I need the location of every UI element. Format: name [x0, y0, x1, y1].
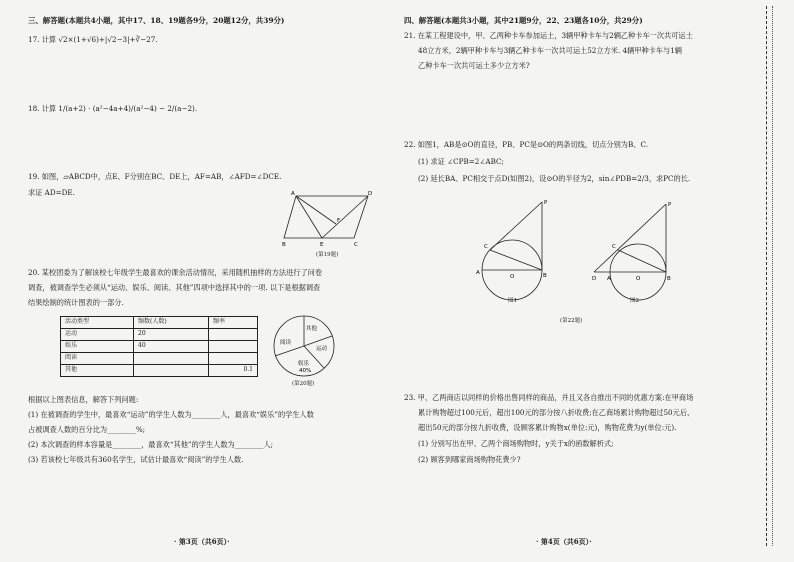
- fig22-caption: (第22题): [560, 318, 583, 324]
- question-22-line1: 22. 如图1，AB是⊙O的直径，PB、PC是⊙O的两条切线，切点分别为B、C.: [404, 140, 648, 149]
- table-cell: 其他: [61, 365, 134, 377]
- frequency-table: [60, 316, 258, 377]
- table-header: 频率: [209, 317, 258, 329]
- table-cell: [209, 353, 258, 365]
- fig1-caption: 图1: [508, 298, 517, 304]
- fig2-label-o: O: [636, 276, 641, 282]
- question-23-line1: 23. 甲、乙两商店以同样的价格出售同样的商品，并且又各自推出不同的优惠方案:在甲商场: [404, 393, 694, 402]
- table-row: [61, 329, 258, 341]
- question-19-line1: 19. 如图，▱ABCD中，点E、F分别在BC、DE上，AF=AB，∠AFD=∠DCE.: [28, 172, 282, 181]
- question-20-sub1b: 占被调查人数的百分比为________%;: [28, 425, 146, 434]
- fig2-label-p: P: [668, 202, 672, 208]
- binding-edge: [766, 6, 781, 546]
- question-17: 17. 计算 √2×(1+√6)+|√2−3|+∛−27.: [28, 35, 158, 44]
- table-cell: 娱乐: [61, 341, 134, 353]
- fig2-label-c: C: [612, 244, 616, 250]
- table-row: [61, 341, 258, 353]
- fig20-caption: (第20题): [292, 381, 315, 387]
- table-cell: 0.1: [209, 365, 258, 377]
- pie-label-percent: 40%: [299, 368, 312, 374]
- question-23-sub2: (2) 顾客到哪家商场购物花费少?: [418, 455, 521, 464]
- question-20-sub1a: (1) 在被调查的学生中，最喜欢“运动”的学生人数为________人，最喜欢“娱乐”的学生人数: [28, 410, 314, 419]
- fig2-label-a: A: [607, 276, 611, 282]
- figure-19-parallelogram: [282, 186, 372, 258]
- fig2-caption: 图2: [630, 298, 639, 304]
- question-23-sub1: (1) 分别写出在甲、乙两个商场购物时，y关于x的函数解析式;: [418, 439, 614, 448]
- pie-label-other: 其他: [306, 326, 318, 332]
- table-row: [61, 353, 258, 365]
- page-3: [28, 0, 384, 562]
- question-20-line1: 20. 某校团委为了解该校七年级学生最喜欢的课余活动情况，采用随机抽样的方法进行了问卷: [28, 268, 323, 277]
- fig19-label-f: F: [337, 218, 341, 224]
- section-4-title: 四、解答题(本题共3小题，其中21题9分，22、23题各10分，共29分): [404, 16, 643, 25]
- table-header: 活动类型: [61, 317, 134, 329]
- fig1-label-c: C: [484, 244, 488, 250]
- table-row: [61, 365, 258, 377]
- question-19-line2: 求证 AD=DE.: [28, 188, 75, 197]
- fig19-caption: (第19题): [316, 252, 339, 258]
- fig19-label-c: C: [354, 242, 358, 248]
- table-header-row: [61, 317, 258, 329]
- pie-divider: [304, 336, 332, 346]
- pie-label-sport: 运动: [316, 346, 328, 352]
- question-21-line2: 48立方米，2辆甲种卡车与3辆乙种卡车一次共可运土52立方米. 4辆甲种卡车与1辆: [418, 46, 682, 55]
- fig2-label-b: B: [667, 276, 671, 282]
- table-cell: 20: [134, 329, 209, 341]
- question-22-sub2: (2) 延长BA、PC相交于点D(如图2)，设⊙O的半径为2，sin∠PDB=2/3，求PC的长.: [418, 174, 691, 183]
- question-20-prompt: 根据以上图表信息，解答下列问题:: [28, 395, 139, 404]
- table-cell: 40: [134, 341, 209, 353]
- figure-20-pie-chart: [266, 310, 350, 390]
- fig2-label-d: D: [592, 276, 597, 282]
- page-footer-4: · 第4页（共6页）·: [536, 537, 592, 546]
- question-18: 18. 计算 1/(a+2) · (a²−4a+4)/(a²−4) − 2/(a−2).: [28, 104, 198, 113]
- figure-22-1: [476, 194, 566, 314]
- pie-divider: [275, 346, 304, 356]
- table-cell: [209, 329, 258, 341]
- pie-label-entertainment: 娱乐: [298, 361, 310, 367]
- question-21-line3: 乙种卡车一次共可运土多少立方米?: [418, 61, 530, 70]
- pie-label-reading: 阅读: [280, 340, 292, 346]
- table-cell: [134, 365, 209, 377]
- question-20-line3: 结果绘制的统计图表的一部分.: [28, 298, 124, 307]
- question-20-sub2: (2) 本次调查的样本容量是________，最喜欢“其他”的学生人数为________人;: [28, 440, 274, 449]
- question-20-sub3: (3) 若该校七年级共有360名学生，试估计最喜欢“阅读”的学生人数.: [28, 455, 244, 464]
- page-footer-3: · 第3页（共6页）·: [174, 537, 230, 546]
- fig19-label-d: D: [368, 191, 372, 197]
- question-22-sub1: (1) 求证 ∠CPB=2∠ABC;: [418, 157, 504, 166]
- figure-22-2: [592, 194, 682, 314]
- table-cell: [134, 353, 209, 365]
- fig19-label-e: E: [320, 242, 324, 248]
- fig1-label-o: O: [510, 274, 515, 280]
- question-21-line1: 21. 在某工程建设中，甲、乙两种卡车参加运土，3辆甲种卡车与2辆乙种卡车一次共可运土: [404, 31, 693, 40]
- fig1-label-b: B: [543, 273, 547, 279]
- fig1-label-a: A: [476, 270, 480, 276]
- question-20-line2: 调查，被调查学生必须从“运动、娱乐、阅读、其他”四项中选择其中的一项. 以下是根据调查: [28, 283, 321, 292]
- fig19-label-a: A: [291, 191, 295, 197]
- section-3-title: 三、解答题(本题共4小题，其中17、18、19题各9分，20题12分，共39分): [28, 16, 285, 25]
- fig1-label-p: P: [544, 200, 548, 206]
- page-4: [404, 0, 752, 562]
- fig19-label-b: B: [282, 242, 286, 248]
- table-cell: [209, 341, 258, 353]
- table-cell: 阅读: [61, 353, 134, 365]
- question-23-line2: 累计购物超过100元后，超出100元的部分按八折收费;在乙商场累计购物超过50元后，: [418, 408, 695, 417]
- table-cell: 运动: [61, 329, 134, 341]
- table-header: 频数(人数): [134, 317, 209, 329]
- question-23-line3: 超出50元的部分按九折收费，设顾客累计购物x(单位:元)，购物花费为y(单位:元).: [418, 423, 677, 432]
